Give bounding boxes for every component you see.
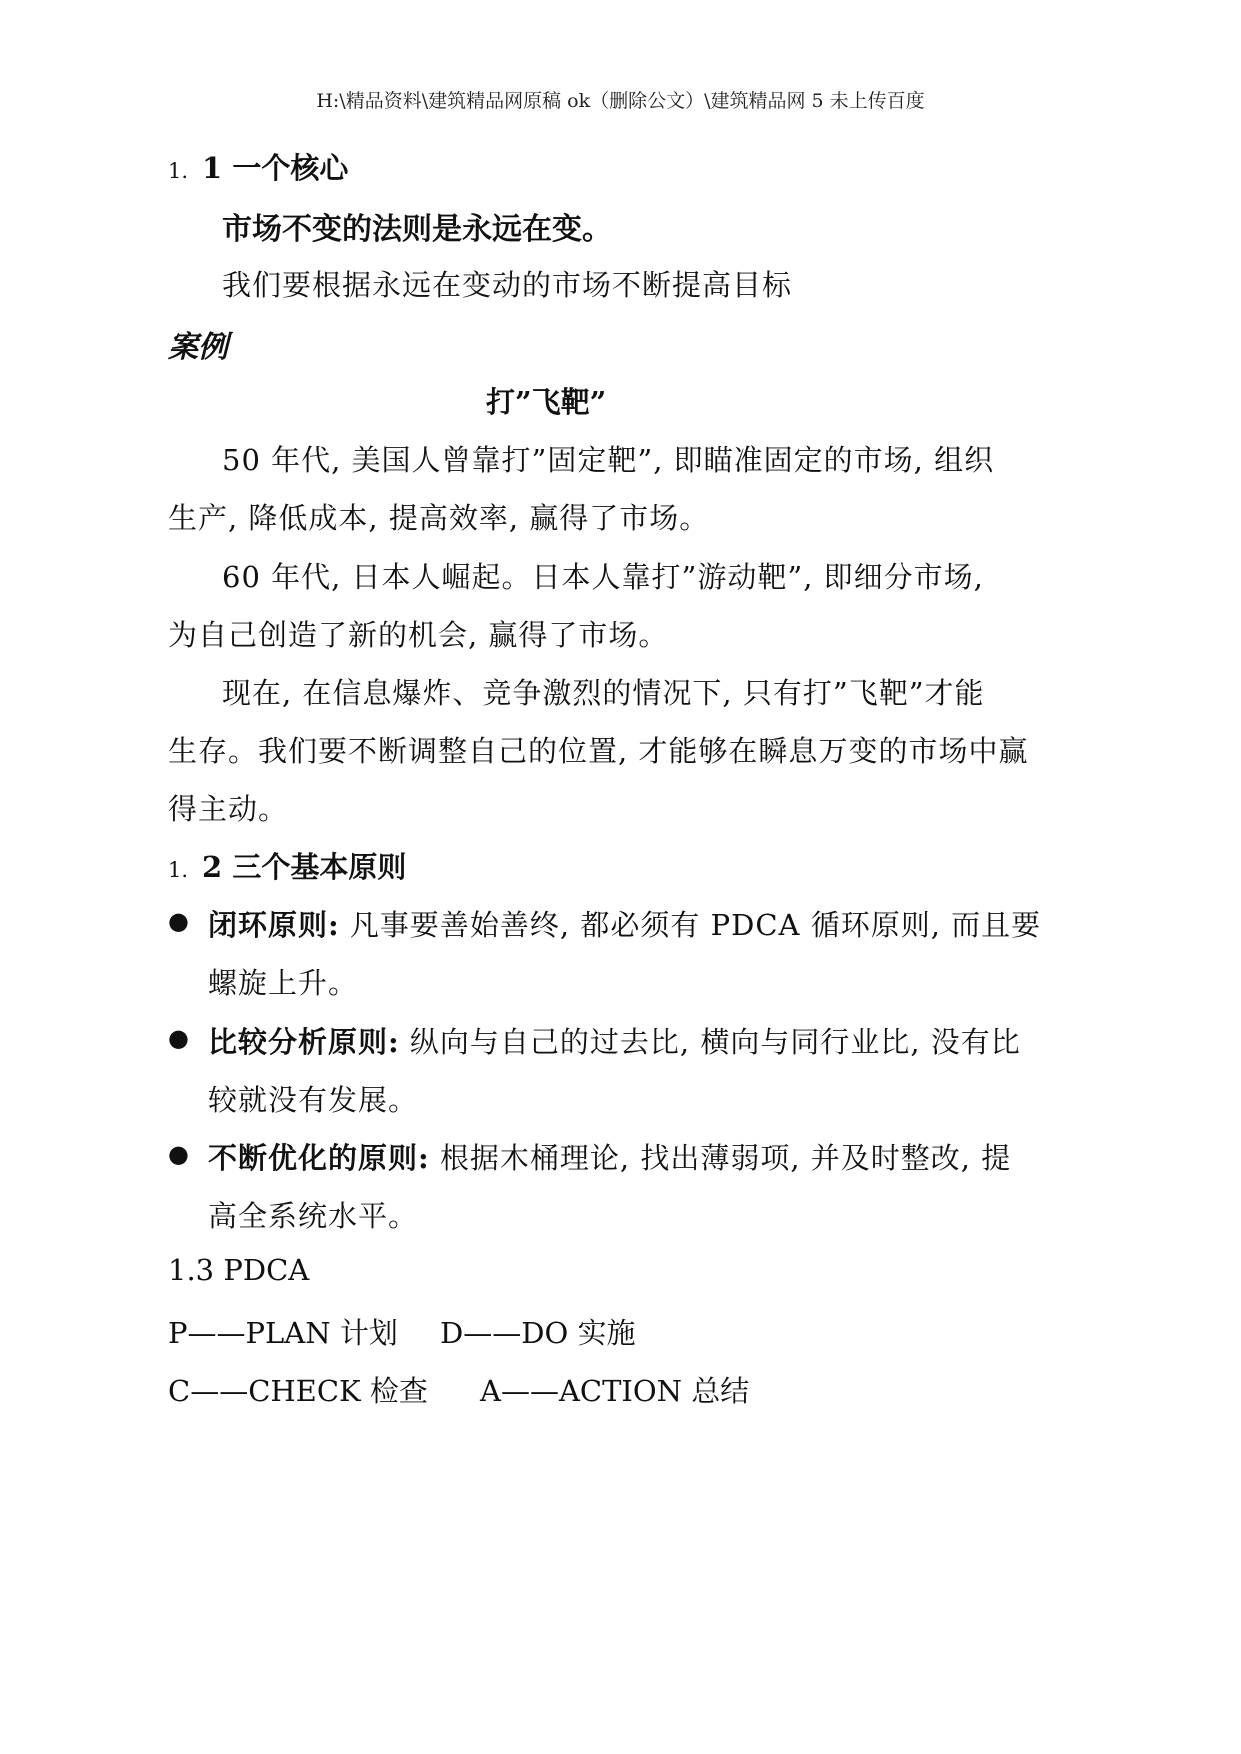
bullet-3-term: 不断优化的原则: bbox=[208, 1141, 430, 1175]
bullet-1-term: 闭环原则: bbox=[208, 908, 340, 942]
case-title: 打”飞靶” bbox=[486, 385, 607, 419]
section-2-number: 1. bbox=[168, 858, 189, 882]
bullet-3-line-1 bbox=[208, 1136, 1011, 1177]
case-paragraph-3-line-2: 生存。我们要不断调整自己的位置, 才能够在瞬息万变的市场中赢 bbox=[168, 734, 1029, 768]
bullet-3-text: 根据木桶理论, 找出薄弱项, 并及时整改, 提 bbox=[429, 1141, 1012, 1175]
bullet-2-term: 比较分析原则: bbox=[208, 1025, 400, 1059]
case-paragraph-3-line-3: 得主动。 bbox=[168, 792, 289, 826]
pdca-plan: P——PLAN 计划 bbox=[168, 1316, 398, 1350]
bullet-1-text: 凡事要善始善终, 都必须有 PDCA 循环原则, 而且要 bbox=[339, 908, 1042, 942]
bullet-1-line-2: 螺旋上升。 bbox=[208, 966, 359, 1000]
section-2-title: 2 三个基本原则 bbox=[202, 850, 407, 884]
pdca-do: D——DO 实施 bbox=[440, 1316, 636, 1350]
pdca-action: A——ACTION 总结 bbox=[480, 1374, 750, 1408]
core-principle: 市场不变的法则是永远在变。 bbox=[222, 212, 612, 247]
bullet-1-line-1 bbox=[208, 903, 1041, 944]
section-1-heading bbox=[168, 146, 348, 187]
case-paragraph-2-line-2: 为自己创造了新的机会, 赢得了市场。 bbox=[168, 618, 669, 652]
section-1-title: 1 一个核心 bbox=[202, 151, 349, 185]
case-paragraph-1-line-1: 50 年代, 美国人曾靠打”固定靶”, 即瞄准固定的市场, 组织 bbox=[222, 443, 995, 477]
section-3-title: 1.3 PDCA bbox=[168, 1253, 310, 1287]
bullet-1-symbol: ● bbox=[168, 907, 189, 935]
case-paragraph-3-line-1: 现在, 在信息爆炸、竞争激烈的情况下, 只有打”飞靶”才能 bbox=[222, 676, 985, 710]
bullet-2-line-1 bbox=[208, 1020, 1021, 1061]
header-file-path: H:\精品资料\建筑精品网原稿 ok（删除公文）\建筑精品网 5 未上传百度 bbox=[316, 90, 925, 112]
bullet-3-symbol: ● bbox=[168, 1140, 189, 1168]
pdca-check: C——CHECK 检查 bbox=[168, 1374, 428, 1408]
section-1-number: 1. bbox=[168, 159, 189, 183]
bullet-2-line-2: 较就没有发展。 bbox=[208, 1083, 419, 1117]
case-label: 案例 bbox=[168, 330, 228, 365]
case-paragraph-1-line-2: 生产, 降低成本, 提高效率, 赢得了市场。 bbox=[168, 501, 710, 535]
bullet-2-symbol: ● bbox=[168, 1024, 189, 1052]
goal-statement: 我们要根据永远在变动的市场不断提高目标 bbox=[222, 268, 793, 302]
case-paragraph-2-line-1: 60 年代, 日本人崛起。日本人靠打”游动靶”, 即细分市场, bbox=[222, 560, 984, 594]
bullet-3-line-2: 高全系统水平。 bbox=[208, 1199, 419, 1233]
bullet-2-text: 纵向与自己的过去比, 横向与同行业比, 没有比 bbox=[399, 1025, 1021, 1059]
section-2-heading bbox=[168, 845, 406, 886]
